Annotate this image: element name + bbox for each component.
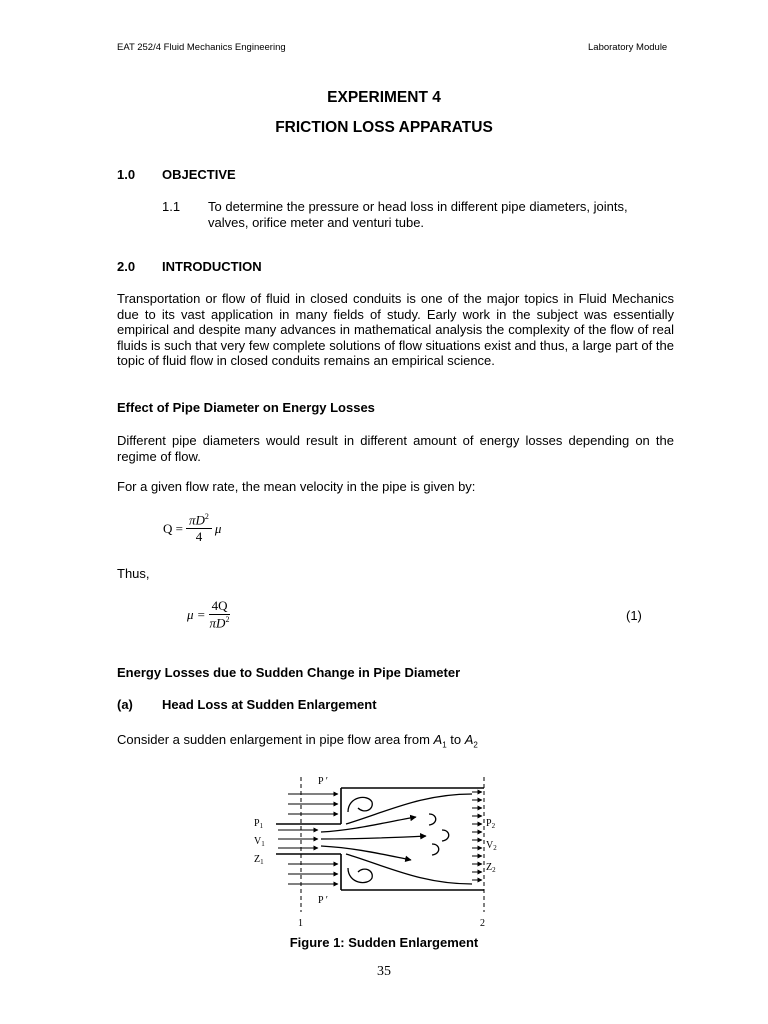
- sub-section-heading: Head Loss at Sudden Enlargement: [162, 697, 377, 712]
- figure-caption: Figure 1: Sudden Enlargement: [289, 935, 479, 950]
- objective-item-number: 1.1: [162, 199, 181, 214]
- sub-section-label: (a): [117, 697, 133, 712]
- introduction-heading: INTRODUCTION: [162, 259, 262, 274]
- header-left: EAT 252/4 Fluid Mechanics Engineering: [117, 42, 286, 53]
- objective-number: 1.0: [117, 167, 136, 182]
- eq2-numerator: 4Q: [209, 598, 231, 615]
- svg-text:V2: $V_2$: [486, 840, 497, 852]
- eq1-denominator: 4: [195, 529, 203, 545]
- page-number: 35: [377, 964, 391, 979]
- label-section-2: 2: [480, 918, 485, 929]
- svg-text:V1: $V_1$: [254, 836, 265, 848]
- objective-item-text: [208, 199, 628, 230]
- experiment-title: EXPERIMENT 4: [327, 89, 441, 106]
- eq1-lhs: Q =: [163, 520, 183, 536]
- eq1-numerator: $\pi D^2$: [186, 512, 212, 529]
- svg-text:Z1: $Z_1$: [254, 854, 264, 866]
- svg-text:Z2: $Z_2$: [486, 862, 496, 874]
- streamline-upper: [346, 794, 472, 824]
- consider-text: Consider a sudden enlargement in pipe flow area from $A_1$ to $A_2$: [117, 732, 478, 750]
- sudden-enlargement-figure: [246, 772, 516, 932]
- eq1-fraction: [186, 512, 212, 545]
- objective-item-line1: To determine the pressure or head loss in different pipe diameters, joints,: [208, 199, 628, 214]
- eq2-lhs: μ =: [187, 606, 206, 622]
- label-p-prime-top: P ′: [318, 776, 328, 787]
- eq2-fraction: [209, 598, 231, 631]
- eq2-denominator: $\pi D^2$: [209, 615, 230, 631]
- equation-number: (1): [626, 608, 642, 623]
- eq1-tail: μ: [214, 520, 222, 536]
- objective-heading: OBJECTIVE: [162, 167, 236, 182]
- effect-paragraph-1: Different pipe diameters would result in different amount of energy losses depending on the regime of flow.: [117, 433, 674, 464]
- effect-paragraph-2: For a given flow rate, the mean velocity in the pipe is given by:: [117, 479, 476, 494]
- equation-flow-rate: [163, 512, 221, 545]
- label-p-prime-bottom: P ′: [318, 895, 328, 906]
- effect-heading: Effect of Pipe Diameter on Energy Losses: [117, 400, 375, 415]
- introduction-paragraph: Transportation or flow of fluid in closed conduits is one of the major topics in Fluid Mechanics due to its vast application in many fields of study. Early work in the subject was essentially empirical and despite many advances in mathematical analysis the complexity of the flow of real fluids is such that very few complete solutions of flow situations exist and thus, a large part of the topic of fluid flow in closed conduits remains an empirical science.: [117, 291, 674, 368]
- introduction-number: 2.0: [117, 259, 136, 274]
- sudden-change-heading: Energy Losses due to Sudden Change in Pipe Diameter: [117, 665, 461, 680]
- apparatus-title: FRICTION LOSS APPARATUS: [275, 119, 493, 136]
- equation-velocity: [187, 598, 230, 631]
- header-right: Laboratory Module: [588, 42, 668, 53]
- thus-label: Thus,: [117, 566, 150, 581]
- label-section-1: 1: [298, 918, 303, 929]
- svg-text:P2: $P_2$: [486, 818, 496, 830]
- svg-text:P1: $P_1$: [254, 818, 264, 830]
- objective-item-line2: valves, orifice meter and venturi tube.: [208, 214, 425, 230]
